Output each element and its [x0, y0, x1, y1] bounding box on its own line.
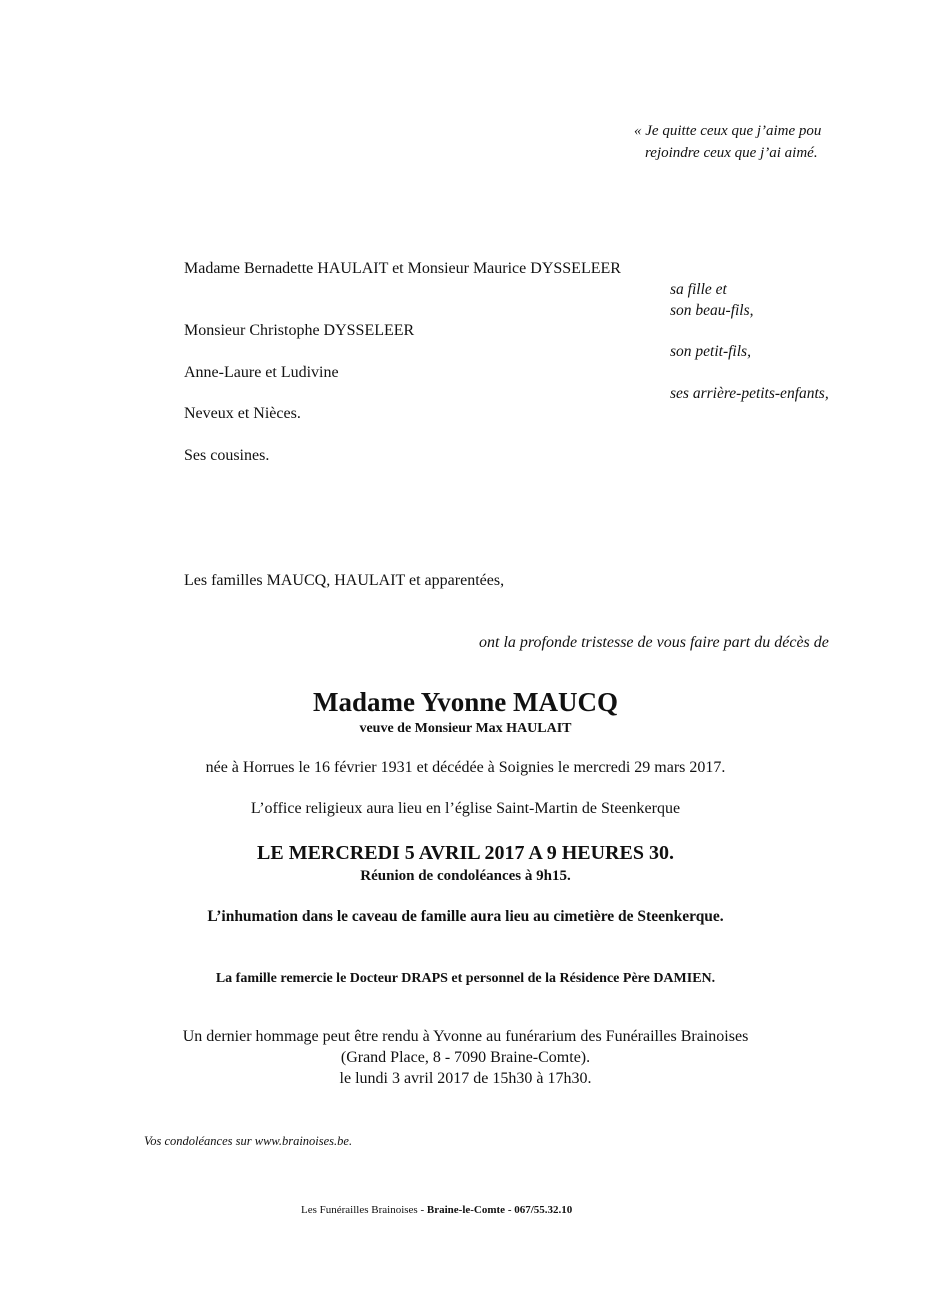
ceremony-date-time: LE MERCREDI 5 AVRIL 2017 A 9 HEURES 30.: [257, 842, 674, 864]
family-member-2-name: Monsieur Christophe DYSSELEER: [184, 322, 415, 339]
family-member-4-name: Neveux et Nièces.: [184, 405, 301, 422]
footer-location-phone: Braine-le-Comte - 067/55.32.10: [426, 1204, 573, 1216]
burial-line: L’inhumation dans le caveau de famille aura lieu au cimetière de Steenkerque.: [207, 908, 724, 925]
online-condolences: Vos condoléances sur www.brainoises.be.: [144, 1134, 353, 1148]
tribute-line-3: le lundi 3 avril 2017 de 15h30 à 17h30.: [339, 1070, 592, 1087]
deceased-name: Madame Yvonne MAUCQ: [313, 687, 618, 717]
family-member-3-name: Anne-Laure et Ludivine: [184, 364, 339, 381]
family-member-1-relation-a: sa fille et: [670, 281, 727, 298]
footer: [301, 1204, 572, 1216]
office-line: L’office religieux aura lieu en l’église Saint-Martin de Steenkerque: [250, 800, 681, 817]
footer-company: Les Funérailles Brainoises -: [301, 1204, 427, 1216]
deceased-widow-of: veuve de Monsieur Max HAULAIT: [359, 721, 572, 736]
family-member-2-relation: son petit-fils,: [670, 343, 751, 360]
condolences-meeting: Réunion de condoléances à 9h15.: [360, 868, 571, 884]
tribute-line-2: (Grand Place, 8 - 7090 Braine-Comte).: [340, 1049, 591, 1066]
family-member-1-name: Madame Bernadette HAULAIT et Monsieur Maurice DYSSELEER: [184, 260, 621, 277]
birth-death-line: née à Horrues le 16 février 1931 et décédée à Soignies le mercredi 29 mars 2017.: [205, 759, 726, 776]
announcement-text: ont la profonde tristesse de vous faire part du décès de: [479, 634, 829, 651]
quote-line-1: « Je quitte ceux que j’aime pou: [634, 123, 822, 139]
tribute-line-1: Un dernier hommage peut être rendu à Yvonne au funérarium des Funérailles Brainoises: [182, 1028, 749, 1045]
thanks-line: La famille remercie le Docteur DRAPS et personnel de la Résidence Père DAMIEN.: [215, 971, 716, 986]
family-member-3-relation: ses arrière-petits-enfants,: [670, 385, 829, 402]
quote-line-2: rejoindre ceux que j’ai aimé.: [645, 145, 818, 161]
family-member-1-relation-b: son beau-fils,: [670, 302, 754, 319]
family-member-5-name: Ses cousines.: [184, 447, 270, 464]
families-line: Les familles MAUCQ, HAULAIT et apparentées,: [184, 572, 505, 589]
